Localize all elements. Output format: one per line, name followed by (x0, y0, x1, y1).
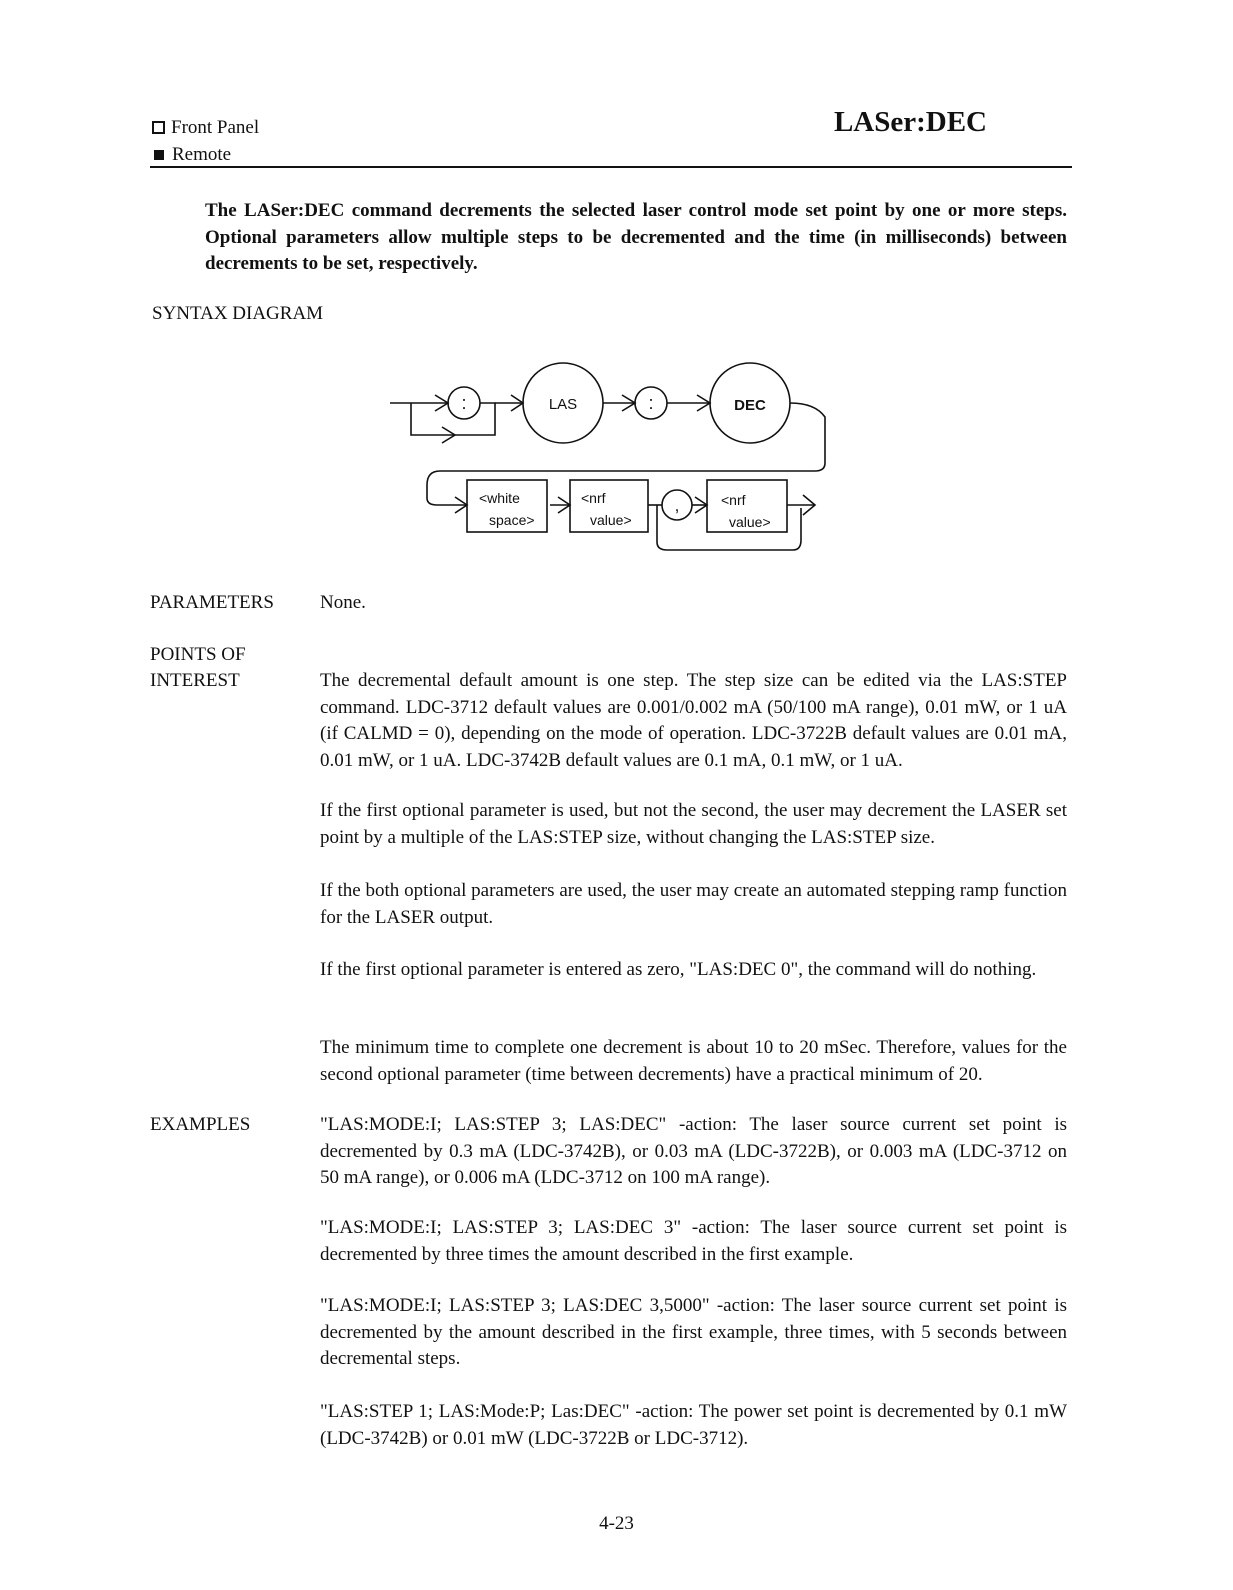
page-title: LASer:DEC (833, 106, 987, 138)
points-p4: If the first optional parameter is entered as zero, "LAS:DEC 0", the command will do nothing. (320, 959, 1037, 980)
points-p3: If the both optional parameters are used, the user may create an automated stepping ramp function for the LASER output. (320, 880, 1067, 928)
remote-row (152, 141, 259, 168)
header-left (152, 114, 259, 168)
points-label-2: INTEREST (150, 670, 240, 691)
examples-label: EXAMPLES (150, 1114, 251, 1135)
nrf2-text-2: value> (729, 514, 771, 530)
las-text: LAS (548, 396, 578, 413)
points-p2: If the first optional parameter is used, but not the second, the user may decrement the LASER set point by a multiple of the LAS:STEP size, without changing the LAS:STEP size. (320, 800, 1067, 848)
header-rule (150, 166, 1072, 168)
empty-square-icon (152, 121, 165, 134)
remote-label: Remote (172, 144, 232, 165)
parameters-text: None. (320, 592, 366, 613)
nrf2-text-1: <nrf (721, 492, 746, 508)
colon-text-2: : (648, 393, 654, 413)
front-panel-label: Front Panel (171, 117, 260, 138)
filled-square-icon (154, 150, 164, 160)
page-number: 4-23 (599, 1513, 634, 1534)
example-2: "LAS:MODE:I; LAS:STEP 3; LAS:DEC 3" -action: The laser source current set point is decremented by three times the amount described in the first example. (320, 1217, 1067, 1265)
intro-paragraph: The LASer:DEC command decrements the selected laser control mode set point by one or more steps. Optional parameters allow multiple steps to be decremented and the time (in milliseconds) between decrements to be set, respectively. (205, 200, 1067, 274)
dec-text: DEC (734, 397, 766, 414)
example-3: "LAS:MODE:I; LAS:STEP 3; LAS:DEC 3,5000" -action: The laser source current set point is decremented by the amount described in the first example, three times, with 5 seconds between decremental steps. (320, 1295, 1067, 1369)
points-p5: The minimum time to complete one decrement is about 10 to 20 mSec. Therefore, values for the second optional parameter (time between decrements) have a practical minimum of 20. (320, 1037, 1067, 1085)
front-panel-row (152, 114, 259, 141)
white-text-1: <white (479, 490, 520, 506)
parameters-label: PARAMETERS (150, 592, 274, 613)
colon-text-1: : (461, 393, 467, 413)
points-p1: The decremental default amount is one step. The step size can be edited via the LAS:STEP command. LDC-3712 default values are 0.001/0.002 mA (50/100 mA range), 0.01 mW, or 1 uA (if CALMD = 0), depending on the mode of operation. LDC-3722B default values are 0.01 mA, 0.01 mW, or 1 uA. LDC-3742B default values are 0.1 mA, 0.1 mW, or 1 uA. (320, 670, 1067, 771)
syntax-diagram (385, 355, 845, 560)
nrf1-text-2: value> (590, 512, 632, 528)
white-text-2: space> (489, 512, 535, 528)
example-4: "LAS:STEP 1; LAS:Mode:P; Las:DEC" -action: The power set point is decremented by 0.1 mW (LDC-3742B) or 0.01 mW (LDC-3722B or LDC-3712). (320, 1401, 1067, 1449)
example-1: "LAS:MODE:I; LAS:STEP 3; LAS:DEC" -action: The laser source current set point is decremented by 0.3 mA (LDC-3742B), or 0.03 mA (LDC-3722B), or 0.003 mA (LDC-3712 on 50 mA range), or 0.006 mA (LDC-3712 on 100 mA range). (320, 1114, 1067, 1188)
comma-text: , (674, 496, 680, 515)
syntax-diagram-label: SYNTAX DIAGRAM (152, 303, 324, 324)
nrf1-text-1: <nrf (581, 490, 606, 506)
points-label-1: POINTS OF (150, 644, 246, 665)
